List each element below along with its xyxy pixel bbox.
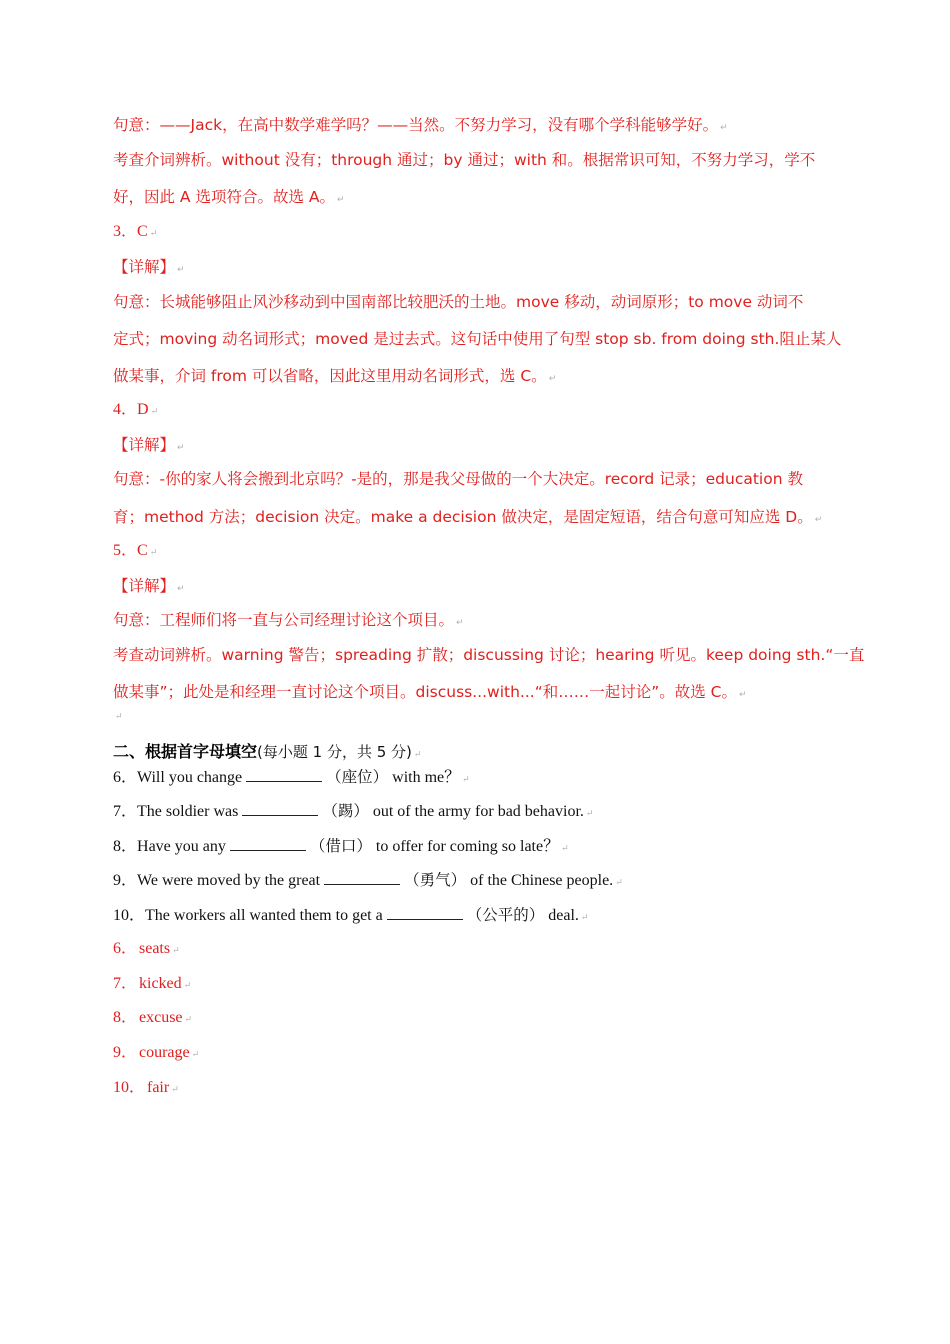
- answer-number: 8．: [113, 1009, 138, 1026]
- question-hint: （踢）: [322, 802, 369, 820]
- paragraph-mark: ↵: [183, 980, 192, 990]
- q3-answer: [113, 221, 157, 244]
- paragraph-mark: ↵: [413, 749, 422, 759]
- paragraph-mark: ↵: [150, 406, 159, 416]
- q4-line1-text: 句意：-你的家人将会搬到北京吗？-是的，那是我父母做的一个大决定。record 记录；education 教: [113, 470, 803, 488]
- answer-number: 10．: [113, 1079, 146, 1096]
- paragraph-mark: ↵: [456, 618, 464, 628]
- q5-meaning-text: 句意：工程师们将一直与公司经理讨论这个项目。: [113, 611, 455, 629]
- answer-number: 9．: [113, 1044, 138, 1061]
- answer-10: [113, 1077, 179, 1100]
- answer-blank[interactable]: [324, 870, 400, 885]
- q3-line2-text: 定式；moving 动名词形式；moved 是过去式。这句话中使用了句型 stop sb. from doing sth.阻止某人: [113, 330, 842, 348]
- paragraph-mark: ↵: [585, 808, 594, 818]
- answer-8: [113, 1007, 192, 1030]
- question-text-before: Have you any: [137, 838, 226, 855]
- q4-detail-label-text: 【详解】: [113, 436, 176, 454]
- paragraph-mark: ↵: [580, 912, 589, 922]
- answer-text: fair: [147, 1079, 170, 1096]
- q3-answer-text: 3．C: [113, 223, 148, 240]
- q3-line1: [113, 291, 803, 313]
- question-text-before: The soldier was: [137, 803, 239, 820]
- question-hint: （借口）: [309, 837, 372, 855]
- answer-number: 6．: [113, 940, 138, 957]
- answer-blank[interactable]: [242, 801, 318, 816]
- q2-analysis-line1: [113, 149, 815, 171]
- paragraph-mark: ↵: [615, 877, 623, 887]
- answer-9: [113, 1042, 199, 1065]
- paragraph-mark: ↵: [149, 228, 158, 238]
- answer-text: excuse: [139, 1009, 183, 1026]
- paragraph-mark: ↵: [462, 774, 470, 784]
- answer-blank[interactable]: [230, 836, 306, 851]
- paragraph-mark: ↵: [191, 1049, 200, 1059]
- paragraph-mark: ↵: [172, 945, 180, 955]
- question-text-before: We were moved by the great: [137, 872, 321, 889]
- q5-answer-text: 5．C: [113, 542, 148, 559]
- q2-analysis-line2: [113, 186, 345, 211]
- question-10: [113, 904, 588, 928]
- paragraph-mark: ↵: [177, 265, 185, 275]
- q2-meaning-text: 句意：——Jack，在高中数学难学吗？——当然。不努力学习，没有哪个学科能够学好。: [113, 116, 719, 134]
- q3-line3-text: 做某事，介词 from 可以省略，因此这里用动名词形式，选 C。: [113, 367, 547, 385]
- question-text-before: The workers all wanted them to get a: [145, 907, 383, 924]
- paragraph-mark: ↵: [115, 711, 123, 721]
- question-hint: （座位）: [326, 768, 389, 786]
- paragraph-mark: ↵: [720, 123, 728, 133]
- answer-blank[interactable]: [387, 905, 463, 920]
- question-text-after: to offer for coming so late？: [375, 838, 560, 855]
- q5-line1: [113, 644, 864, 666]
- q3-line2: [113, 328, 841, 350]
- paragraph-mark: ↵: [739, 690, 747, 700]
- question-number: 10．: [113, 907, 146, 924]
- question-8: [113, 835, 569, 859]
- q4-line2: [113, 506, 822, 531]
- question-9: [113, 869, 623, 893]
- empty-paragraph: [113, 704, 123, 727]
- q3-line3: [113, 365, 556, 390]
- q2-meaning: [113, 114, 728, 139]
- question-text-after: with me？: [392, 769, 461, 786]
- paragraph-mark: ↵: [171, 1084, 179, 1094]
- paragraph-mark: ↵: [814, 515, 823, 525]
- q3-detail-label-text: 【详解】: [113, 258, 176, 276]
- q5-detail-label-text: 【详解】: [113, 577, 176, 595]
- q4-line2-text: 育；method 方法；decision 决定。make a decision 做决定，是固定短语，结合句意可知应选 D。: [113, 508, 813, 526]
- answer-number: 7．: [113, 975, 138, 992]
- paragraph-mark: ↵: [177, 443, 185, 453]
- question-6: [113, 766, 470, 790]
- question-text-after: out of the army for bad behavior.: [372, 803, 584, 820]
- question-text-before: Will you change: [137, 769, 243, 786]
- question-number: 7．: [113, 803, 138, 820]
- answer-text: seats: [139, 940, 171, 957]
- q5-detail-label: [113, 575, 185, 600]
- question-number: 9．: [113, 872, 138, 889]
- question-number: 8．: [113, 838, 138, 855]
- q4-answer-text: 4．D: [113, 401, 149, 418]
- question-text-after: of the Chinese people.: [470, 872, 614, 889]
- q5-line1-text: 考查动词辨析。warning 警告；spreading 扩散；discussing 讨论；hearing 听见。keep doing sth.“一直: [113, 646, 865, 664]
- section2-subtitle: (每小题 1 分，共 5 分): [257, 743, 412, 761]
- paragraph-mark: ↵: [184, 1014, 193, 1024]
- q4-detail-label: [113, 434, 185, 459]
- paragraph-mark: ↵: [177, 584, 185, 594]
- q2-analysis-line1-text: 考查介词辨析。without 没有；through 通过；by 通过；with 和。根据常识可知，不努力学习，学不: [113, 151, 816, 169]
- answer-7: [113, 973, 191, 996]
- q4-line1: [113, 468, 803, 490]
- answer-text: kicked: [139, 975, 182, 992]
- question-hint: （勇气）: [404, 871, 467, 889]
- q3-line1-text: 句意：长城能够阻止风沙移动到中国南部比较肥沃的土地。move 移动，动词原形；to move 动词不: [113, 293, 804, 311]
- q5-meaning: [113, 609, 464, 634]
- question-hint: （公平的）: [466, 906, 545, 924]
- paragraph-mark: ↵: [149, 547, 158, 557]
- section2-title: 二、根据首字母填空: [113, 742, 258, 761]
- q4-answer: [113, 399, 158, 422]
- paragraph-mark: ↵: [561, 843, 569, 853]
- paragraph-mark: ↵: [548, 374, 557, 384]
- q3-detail-label: [113, 256, 185, 281]
- question-number: 6．: [113, 769, 138, 786]
- answer-blank[interactable]: [246, 767, 322, 782]
- q5-line2-text: 做某事”；此处是和经理一直讨论这个项目。discuss...with...“和……一起讨论”。故选 C。: [113, 683, 738, 701]
- paragraph-mark: ↵: [337, 195, 345, 205]
- section2-heading: [113, 741, 421, 765]
- question-7: [113, 800, 593, 824]
- question-text-after: deal.: [548, 907, 579, 924]
- answer-text: courage: [139, 1044, 190, 1061]
- q5-line2: [113, 681, 747, 706]
- q5-answer: [113, 540, 157, 563]
- answer-6: [113, 938, 180, 961]
- q2-analysis-line2-text: 好，因此 A 选项符合。故选 A。: [113, 188, 335, 206]
